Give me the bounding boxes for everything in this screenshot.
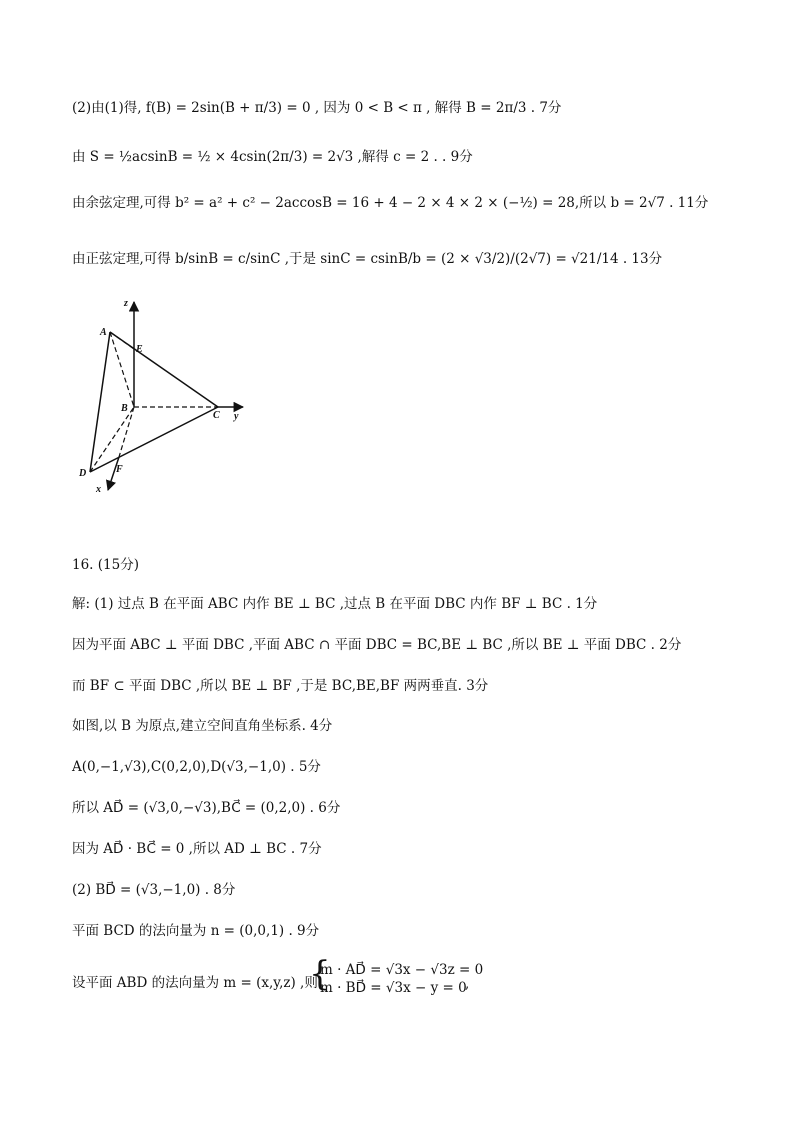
- system-equation-1: m · AD⃗ = √3x − √3z = 0: [320, 962, 484, 978]
- edge-ad: [90, 332, 110, 472]
- system-equation-2: m · BD⃗ = √3x − y = 0: [320, 980, 467, 996]
- label-z: z: [124, 298, 128, 309]
- label-a: A: [100, 327, 107, 338]
- text-line-6: 解: (1) 过点 B 在平面 ABC 内作 BE ⊥ BC ,过点 B 在平面 DBC 内作 BF ⊥ BC . 1分: [72, 596, 598, 612]
- text-line-11: 所以 AD⃗ = (√3,0,−√3),BC⃗ = (0,2,0) . 6分: [72, 800, 341, 816]
- label-e: E: [136, 344, 143, 355]
- text-line-2: 由 S = ½acsinB = ½ × 4csin(2π/3) = 2√3 ,解得 c = 2 . . 9分: [72, 149, 473, 165]
- label-c: C: [213, 410, 220, 421]
- system-tail: ,: [465, 976, 470, 992]
- text-line-4: 由正弦定理,可得 b/sinB = c/sinC ,于是 sinC = csinB/b = (2 × √3/2)/(2√7) = √21/14 . 13分: [72, 251, 663, 267]
- label-b: B: [121, 403, 128, 414]
- system-prefix: 设平面 ABD 的法向量为 m = (x,y,z) ,则: [72, 975, 318, 991]
- text-line-1: (2)由(1)得, f(B) = 2sin(B + π/3) = 0 , 因为 0 < B < π , 解得 B = 2π/3 . 7分: [72, 100, 562, 116]
- edge-bf: [119, 407, 134, 457]
- tetrahedron-diagram: [72, 292, 262, 502]
- text-line-7: 因为平面 ABC ⊥ 平面 DBC ,平面 ABC ∩ 平面 DBC = BC,BE ⊥ BC ,所以 BE ⊥ 平面 DBC . 2分: [72, 637, 682, 653]
- text-line-13: (2) BD⃗ = (√3,−1,0) . 8分: [72, 882, 236, 898]
- text-line-10: A(0,−1,√3),C(0,2,0),D(√3,−1,0) . 5分: [72, 759, 321, 775]
- edge-db: [90, 407, 134, 472]
- label-x: x: [96, 484, 101, 495]
- label-f: F: [116, 464, 123, 475]
- edge-dc: [90, 407, 218, 472]
- edge-ab: [110, 332, 134, 407]
- problem-heading: 16. (15分): [72, 557, 139, 573]
- text-line-14: 平面 BCD 的法向量为 n = (0,0,1) . 9分: [72, 923, 320, 939]
- text-line-9: 如图,以 B 为原点,建立空间直角坐标系. 4分: [72, 718, 333, 734]
- text-line-12: 因为 AD⃗ · BC⃗ = 0 ,所以 AD ⊥ BC . 7分: [72, 841, 322, 857]
- label-y: y: [234, 411, 239, 422]
- coordinate-figure: [72, 292, 262, 502]
- text-line-3: 由余弦定理,可得 b² = a² + c² − 2accosB = 16 + 4 − 2 × 4 × 2 × (−½) = 28,所以 b = 2√7 . 11分: [72, 195, 709, 211]
- text-line-8: 而 BF ⊂ 平面 DBC ,所以 BE ⊥ BF ,于是 BC,BE,BF 两两垂直. 3分: [72, 678, 489, 694]
- label-d: D: [79, 468, 87, 479]
- brace-icon: {: [309, 954, 331, 994]
